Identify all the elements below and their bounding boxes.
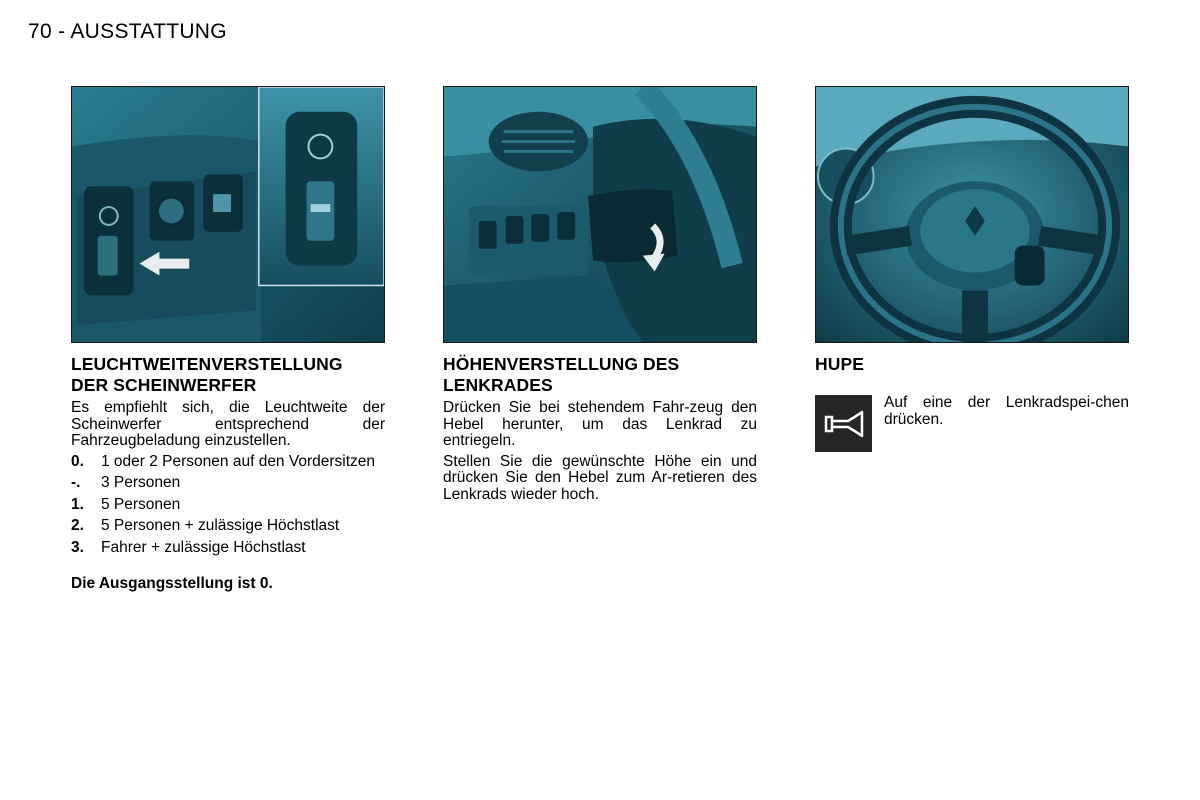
horn-text: Auf eine der Lenkradspei-chen drücken. <box>884 394 1129 428</box>
headlamp-default-note: Die Ausgangsstellung ist 0. <box>71 575 273 592</box>
horn-section <box>815 86 1129 452</box>
page-title: 70 - AUSSTATTUNG <box>28 20 227 43</box>
steering-wheel-photo <box>815 86 1129 343</box>
headlamp-intro: Es empfiehlt sich, die Leuchtweite der Scheinwerfer entsprechend der Fahrzeugbeladung einzustellen. <box>71 399 385 449</box>
list-item-number: 3. <box>71 538 84 556</box>
steering-paragraph-2: Stellen Sie die gewünschte Höhe ein und drücken Sie den Hebel zum Ar-retieren des Lenkrads wieder hoch. <box>443 452 757 503</box>
list-item-number: 0. <box>71 452 84 470</box>
steering-title <box>443 354 757 396</box>
list-item <box>71 540 385 557</box>
list-item-text: 5 Personen <box>101 495 181 513</box>
horn-icon <box>815 395 872 452</box>
list-item-text: 1 oder 2 Personen auf den Vordersitzen <box>101 452 376 470</box>
headlamp-section <box>71 86 385 593</box>
list-item-text: Fahrer + zulässige Höchstlast <box>101 538 306 556</box>
headlamp-title <box>71 354 385 396</box>
horn-instruction <box>815 395 1129 452</box>
steering-title-line2: LENKRADES <box>443 375 553 395</box>
list-item-number: 1. <box>71 495 84 513</box>
list-item-number: 2. <box>71 517 84 534</box>
steering-paragraph-1: Drücken Sie bei stehendem Fahr-zeug den Hebel herunter, um das Lenkrad zu entriegeln. <box>443 399 757 449</box>
headlamp-title-line1: LEUCHTWEITENVERSTELLUNG <box>71 354 343 374</box>
list-item-text: 5 Personen + zulässige Höchstlast <box>101 517 340 534</box>
headlamp-switch-photo <box>71 86 385 343</box>
horn-title: HUPE <box>815 354 865 374</box>
list-item-number: -. <box>71 474 81 491</box>
steering-lever-photo <box>443 86 757 343</box>
steering-section <box>443 86 757 503</box>
list-item <box>71 454 385 471</box>
list-item <box>71 518 385 535</box>
list-item-text: 3 Personen <box>101 474 181 491</box>
headlamp-positions-list <box>71 454 385 557</box>
steering-title-line1: HÖHENVERSTELLUNG DES <box>443 354 680 374</box>
list-item <box>71 497 385 514</box>
headlamp-title-line2: DER SCHEINWERFER <box>71 375 257 395</box>
list-item <box>71 475 385 492</box>
